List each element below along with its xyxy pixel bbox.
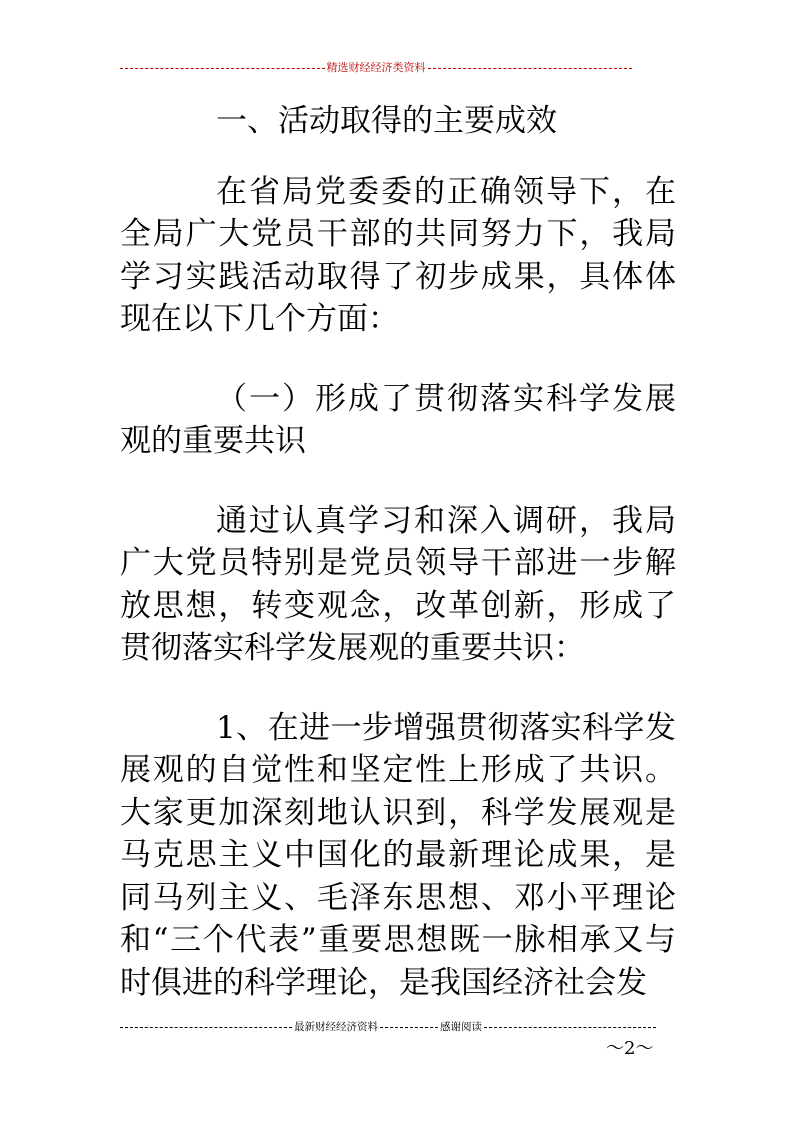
header-divider-right (428, 68, 633, 69)
footer-right-label: 感谢阅读 (440, 1021, 482, 1033)
header-divider-left (120, 68, 325, 69)
footer-left-label: 最新财经经济资料 (294, 1021, 378, 1033)
page-header (120, 58, 632, 78)
paragraph-consensus: 通过认真学习和深入调研，我局广大党员特别是党员领导干部进一步解放思想，转变观念，改革创新，形成了贯彻落实科学发展观的重要共识： (120, 502, 676, 666)
subsection-heading: （一）形成了贯彻落实科学发展观的重要共识 (120, 380, 676, 459)
footer-divider-middle (380, 1027, 438, 1028)
page-number: ～2～ (606, 1038, 654, 1059)
header-label: 精选财经经济类资料 (326, 61, 426, 74)
footer-divider-right (484, 1027, 656, 1028)
section-heading: 一、活动取得的主要成效 (216, 103, 557, 139)
document-body (120, 100, 676, 1004)
paragraph-item-1: 1、在进一步增强贯彻落实科学发展观的自觉性和坚定性上形成了共识。大家更加深刻地认识到，科学发展观是马克思主义中国化的最新理论成果，是同马列主义、毛泽东思想、邓小平理论和“三个代表”重要思想既一脉相承又与时俱进的科学理论，是我国经济社会发 (120, 709, 676, 1001)
page-footer (120, 1018, 656, 1036)
footer-divider-left (120, 1027, 292, 1028)
paragraph-intro: 在省局党委委的正确领导下，在全局广大党员干部的共同努力下，我局学习实践活动取得了初步成果，具体体现在以下几个方面： (120, 173, 676, 337)
